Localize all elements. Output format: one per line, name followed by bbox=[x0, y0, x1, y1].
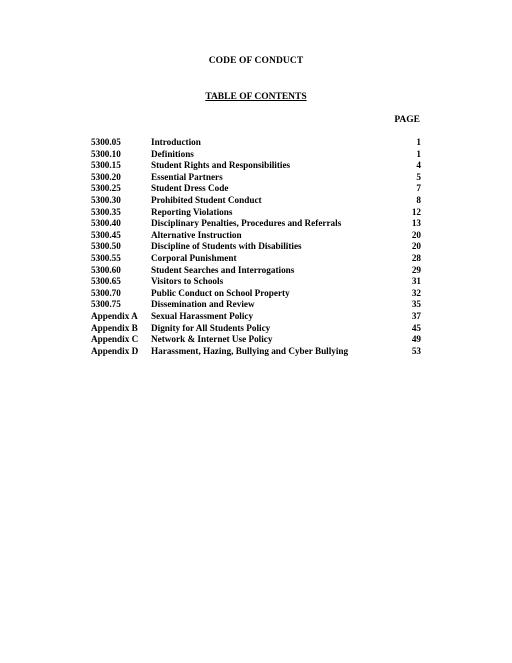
toc-section-title: Definitions bbox=[151, 148, 194, 159]
toc-section-title: Student Searches and Interrogations bbox=[151, 264, 295, 275]
toc-section-code: 5300.10 bbox=[91, 148, 121, 159]
toc-section-title: Dignity for All Students Policy bbox=[151, 322, 271, 333]
toc-entry bbox=[91, 149, 421, 161]
toc-entry bbox=[91, 346, 421, 358]
toc-page-number: 53 bbox=[411, 345, 421, 356]
toc-section-title: Network & Internet Use Policy bbox=[151, 334, 273, 345]
toc-section-code: 5300.35 bbox=[91, 206, 121, 217]
toc-page-number: 29 bbox=[411, 264, 421, 275]
toc-page-number: 49 bbox=[411, 334, 421, 345]
toc-entry bbox=[91, 207, 421, 219]
toc-entry bbox=[91, 137, 421, 149]
toc-section-code: 5300.65 bbox=[91, 276, 121, 287]
toc-page-number: 13 bbox=[411, 218, 421, 229]
toc-page-number: 20 bbox=[411, 229, 421, 240]
toc-entry bbox=[91, 230, 421, 242]
toc-page-number: 12 bbox=[411, 206, 421, 217]
toc-page-number: 4 bbox=[416, 160, 421, 171]
toc-entry bbox=[91, 195, 421, 207]
toc-section-title: Essential Partners bbox=[151, 171, 223, 182]
toc-section-title: Dissemination and Review bbox=[151, 299, 255, 310]
toc-page-number: 1 bbox=[416, 137, 421, 147]
toc-entry bbox=[91, 265, 421, 277]
toc-entry bbox=[91, 241, 421, 253]
toc-section-code: 5300.40 bbox=[91, 218, 121, 229]
toc-page-number: 5 bbox=[416, 171, 421, 182]
toc-entry bbox=[91, 253, 421, 265]
toc-page-number: 1 bbox=[416, 148, 421, 159]
toc-page-number: 37 bbox=[411, 310, 421, 321]
toc-section-title: Harassment, Hazing, Bullying and Cyber Bullying bbox=[151, 345, 349, 356]
toc-entry bbox=[91, 288, 421, 300]
page-column-header: PAGE bbox=[394, 115, 420, 125]
toc-section-code: Appendix C bbox=[91, 334, 139, 345]
toc-section-code: 5300.05 bbox=[91, 137, 121, 147]
toc-page-number: 31 bbox=[411, 276, 421, 287]
toc-entry bbox=[91, 160, 421, 172]
toc-entry bbox=[91, 218, 421, 230]
toc-section-code: 5300.45 bbox=[91, 229, 121, 240]
toc-section-title: Public Conduct on School Property bbox=[151, 287, 290, 298]
table-of-contents-heading: TABLE OF CONTENTS bbox=[205, 92, 307, 102]
toc-entry bbox=[91, 323, 421, 335]
toc-section-code: 5300.60 bbox=[91, 264, 121, 275]
toc-entry bbox=[91, 299, 421, 311]
toc-entry bbox=[91, 172, 421, 184]
document-title: CODE OF CONDUCT bbox=[208, 56, 304, 66]
toc-section-title: Student Dress Code bbox=[151, 183, 229, 194]
toc-entry bbox=[91, 183, 421, 195]
toc-page-number: 35 bbox=[411, 299, 421, 310]
toc-page-number: 28 bbox=[411, 252, 421, 263]
toc-page-number: 20 bbox=[411, 241, 421, 252]
toc-section-code: Appendix B bbox=[91, 322, 138, 333]
toc-section-title: Prohibited Student Conduct bbox=[151, 194, 262, 205]
toc-entry bbox=[91, 334, 421, 346]
toc-section-title: Corporal Punishment bbox=[151, 252, 237, 263]
toc-page-number: 32 bbox=[411, 287, 421, 298]
toc-section-title: Student Rights and Responsibilities bbox=[151, 160, 291, 171]
toc-section-code: Appendix A bbox=[91, 310, 138, 321]
toc-section-title: Visitors to Schools bbox=[151, 276, 224, 287]
toc-section-title: Sexual Harassment Policy bbox=[151, 310, 254, 321]
toc-section-code: 5300.25 bbox=[91, 183, 121, 194]
table-of-contents bbox=[91, 137, 421, 357]
toc-section-code: 5300.50 bbox=[91, 241, 121, 252]
toc-section-code: Appendix D bbox=[91, 345, 139, 356]
toc-section-title: Introduction bbox=[151, 137, 201, 147]
toc-section-title: Discipline of Students with Disabilities bbox=[151, 241, 302, 252]
toc-page-number: 45 bbox=[411, 322, 421, 333]
toc-entry bbox=[91, 276, 421, 288]
toc-section-title: Reporting Violations bbox=[151, 206, 233, 217]
toc-section-code: 5300.15 bbox=[91, 160, 121, 171]
toc-section-code: 5300.55 bbox=[91, 252, 121, 263]
toc-section-title: Disciplinary Penalties, Procedures and Referrals bbox=[151, 218, 342, 229]
toc-page-number: 7 bbox=[416, 183, 421, 194]
toc-page-number: 8 bbox=[416, 194, 421, 205]
toc-section-code: 5300.20 bbox=[91, 171, 121, 182]
toc-section-code: 5300.30 bbox=[91, 194, 121, 205]
toc-section-title: Alternative Instruction bbox=[151, 229, 242, 240]
toc-entry bbox=[91, 311, 421, 323]
toc-section-code: 5300.70 bbox=[91, 287, 121, 298]
toc-section-code: 5300.75 bbox=[91, 299, 121, 310]
